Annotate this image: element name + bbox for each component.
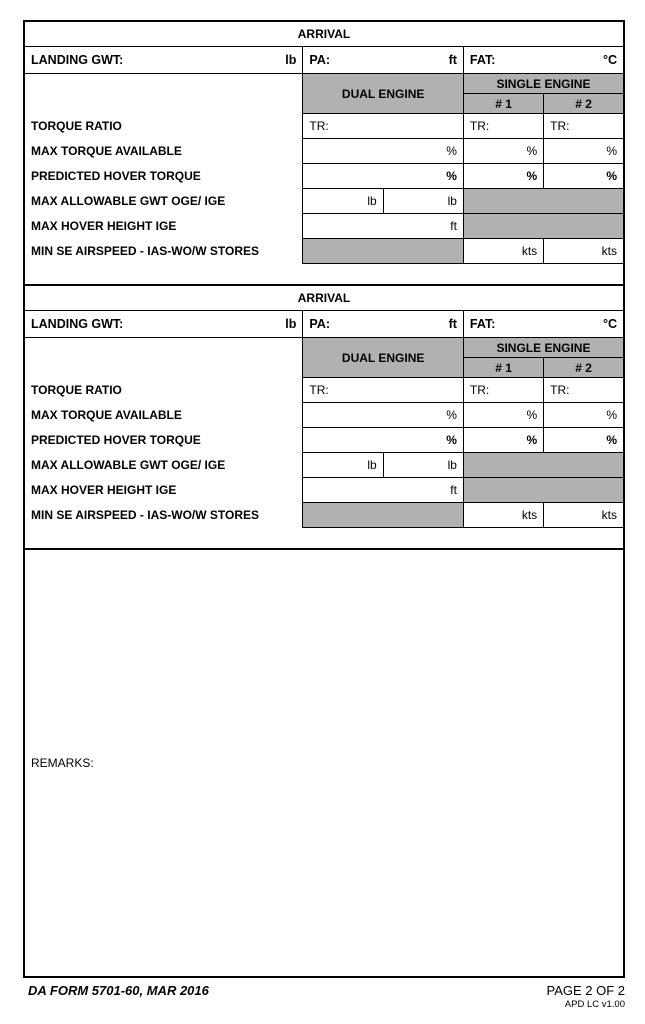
- min-se-eng2-field[interactable]: kts: [544, 239, 624, 264]
- max-hover-blocked-cell: [463, 214, 624, 239]
- single-engine-header: SINGLE ENGINE: [463, 338, 624, 358]
- torque-ratio-eng2-field[interactable]: TR:: [544, 114, 624, 139]
- min-se-blocked-cell: [303, 239, 464, 264]
- max-allowable-gwt-row: [24, 453, 624, 478]
- engine-1-header: # 1: [463, 94, 543, 114]
- torque-ratio-label: TORQUE RATIO: [31, 119, 122, 133]
- torque-ratio-row: [24, 114, 624, 139]
- landing-gwt-unit: lb: [285, 317, 297, 331]
- landing-gwt-label: LANDING GWT:: [31, 317, 124, 331]
- max-torque-dual-field[interactable]: %: [303, 139, 464, 164]
- fat-unit: °C: [602, 317, 617, 331]
- section-title: ARRIVAL: [24, 21, 624, 47]
- torque-ratio-eng2-field[interactable]: TR:: [544, 378, 624, 403]
- max-torque-dual-field[interactable]: %: [303, 403, 464, 428]
- dual-engine-header: DUAL ENGINE: [303, 74, 464, 114]
- predicted-hover-eng2-field[interactable]: %: [544, 428, 624, 453]
- section-bottom-padding: [24, 528, 624, 550]
- pa-field[interactable]: [303, 47, 464, 74]
- torque-ratio-label: TORQUE RATIO: [31, 383, 122, 397]
- header-spacer: [24, 74, 303, 114]
- min-se-airspeed-row: [24, 503, 624, 528]
- page-footer: [23, 983, 625, 1010]
- predicted-hover-eng1-field[interactable]: %: [463, 164, 543, 189]
- predicted-hover-torque-label: PREDICTED HOVER TORQUE: [31, 169, 201, 183]
- max-torque-available-row: [24, 139, 624, 164]
- max-gwt-oge-field[interactable]: lb: [303, 453, 383, 478]
- fat-label: FAT:: [469, 53, 496, 67]
- max-hover-height-label: MAX HOVER HEIGHT IGE: [31, 483, 177, 497]
- landing-gwt-field[interactable]: [24, 47, 303, 74]
- engine-2-header: # 2: [544, 94, 624, 114]
- fat-unit: °C: [602, 53, 617, 67]
- predicted-hover-torque-label: PREDICTED HOVER TORQUE: [31, 433, 201, 447]
- dual-engine-header: DUAL ENGINE: [303, 338, 464, 378]
- max-torque-eng2-field[interactable]: %: [544, 403, 624, 428]
- max-allowable-gwt-label: MAX ALLOWABLE GWT OGE/ IGE: [31, 458, 226, 472]
- min-se-eng2-field[interactable]: kts: [544, 503, 624, 528]
- pa-label: PA:: [309, 53, 331, 67]
- fat-field[interactable]: [463, 47, 624, 74]
- predicted-hover-torque-row: [24, 164, 624, 189]
- max-gwt-ige-field[interactable]: lb: [383, 189, 463, 214]
- pa-unit: ft: [448, 53, 457, 67]
- section-title: ARRIVAL: [24, 285, 624, 311]
- page-indicator: PAGE 2 OF 2: [546, 983, 625, 998]
- max-hover-height-row: [24, 214, 624, 239]
- torque-ratio-row: [24, 378, 624, 403]
- remarks-label: REMARKS:: [31, 756, 94, 770]
- min-se-airspeed-label: MIN SE AIRSPEED - IAS-WO/W STORES: [31, 244, 260, 258]
- predicted-hover-dual-field[interactable]: %: [303, 164, 464, 189]
- footer-right-block: [546, 983, 625, 1010]
- max-gwt-blocked-cell: [463, 453, 624, 478]
- max-hover-height-label: MAX HOVER HEIGHT IGE: [31, 219, 177, 233]
- header-spacer: [24, 338, 303, 378]
- max-hover-blocked-cell: [463, 478, 624, 503]
- form-id: DA FORM 5701-60, MAR 2016: [28, 983, 209, 998]
- predicted-hover-eng2-field[interactable]: %: [544, 164, 624, 189]
- landing-gwt-unit: lb: [285, 53, 297, 67]
- max-torque-eng2-field[interactable]: %: [544, 139, 624, 164]
- max-torque-available-label: MAX TORQUE AVAILABLE: [31, 408, 182, 422]
- max-torque-available-row: [24, 403, 624, 428]
- predicted-hover-dual-field[interactable]: %: [303, 428, 464, 453]
- predicted-hover-torque-row: [24, 428, 624, 453]
- engine-2-header: # 2: [544, 358, 624, 378]
- max-torque-eng1-field[interactable]: %: [463, 403, 543, 428]
- pa-label: PA:: [309, 317, 331, 331]
- max-torque-eng1-field[interactable]: %: [463, 139, 543, 164]
- arrival-section-2: [23, 284, 625, 550]
- max-torque-available-label: MAX TORQUE AVAILABLE: [31, 144, 182, 158]
- section-bottom-padding: [24, 264, 624, 286]
- max-gwt-blocked-cell: [463, 189, 624, 214]
- max-hover-height-row: [24, 478, 624, 503]
- remarks-section: [23, 548, 625, 978]
- fat-field[interactable]: [463, 311, 624, 338]
- apd-version: APD LC v1.00: [564, 999, 625, 1010]
- max-hover-height-field[interactable]: ft: [303, 478, 464, 503]
- max-hover-height-field[interactable]: ft: [303, 214, 464, 239]
- predicted-hover-eng1-field[interactable]: %: [463, 428, 543, 453]
- engine-1-header: # 1: [463, 358, 543, 378]
- form-body: [23, 20, 625, 1010]
- torque-ratio-dual-field[interactable]: TR:: [303, 378, 464, 403]
- min-se-airspeed-label: MIN SE AIRSPEED - IAS-WO/W STORES: [31, 508, 260, 522]
- torque-ratio-eng1-field[interactable]: TR:: [463, 114, 543, 139]
- pa-unit: ft: [448, 317, 457, 331]
- max-gwt-oge-field[interactable]: lb: [303, 189, 383, 214]
- max-allowable-gwt-row: [24, 189, 624, 214]
- max-allowable-gwt-label: MAX ALLOWABLE GWT OGE/ IGE: [31, 194, 226, 208]
- torque-ratio-eng1-field[interactable]: TR:: [463, 378, 543, 403]
- single-engine-header: SINGLE ENGINE: [463, 74, 624, 94]
- pa-field[interactable]: [303, 311, 464, 338]
- remarks-field[interactable]: [24, 549, 624, 977]
- landing-gwt-label: LANDING GWT:: [31, 53, 124, 67]
- landing-gwt-field[interactable]: [24, 311, 303, 338]
- max-gwt-ige-field[interactable]: lb: [383, 453, 463, 478]
- fat-label: FAT:: [469, 317, 496, 331]
- min-se-blocked-cell: [303, 503, 464, 528]
- min-se-eng1-field[interactable]: kts: [463, 503, 543, 528]
- min-se-airspeed-row: [24, 239, 624, 264]
- arrival-section-1: [23, 20, 625, 286]
- min-se-eng1-field[interactable]: kts: [463, 239, 543, 264]
- torque-ratio-dual-field[interactable]: TR:: [303, 114, 464, 139]
